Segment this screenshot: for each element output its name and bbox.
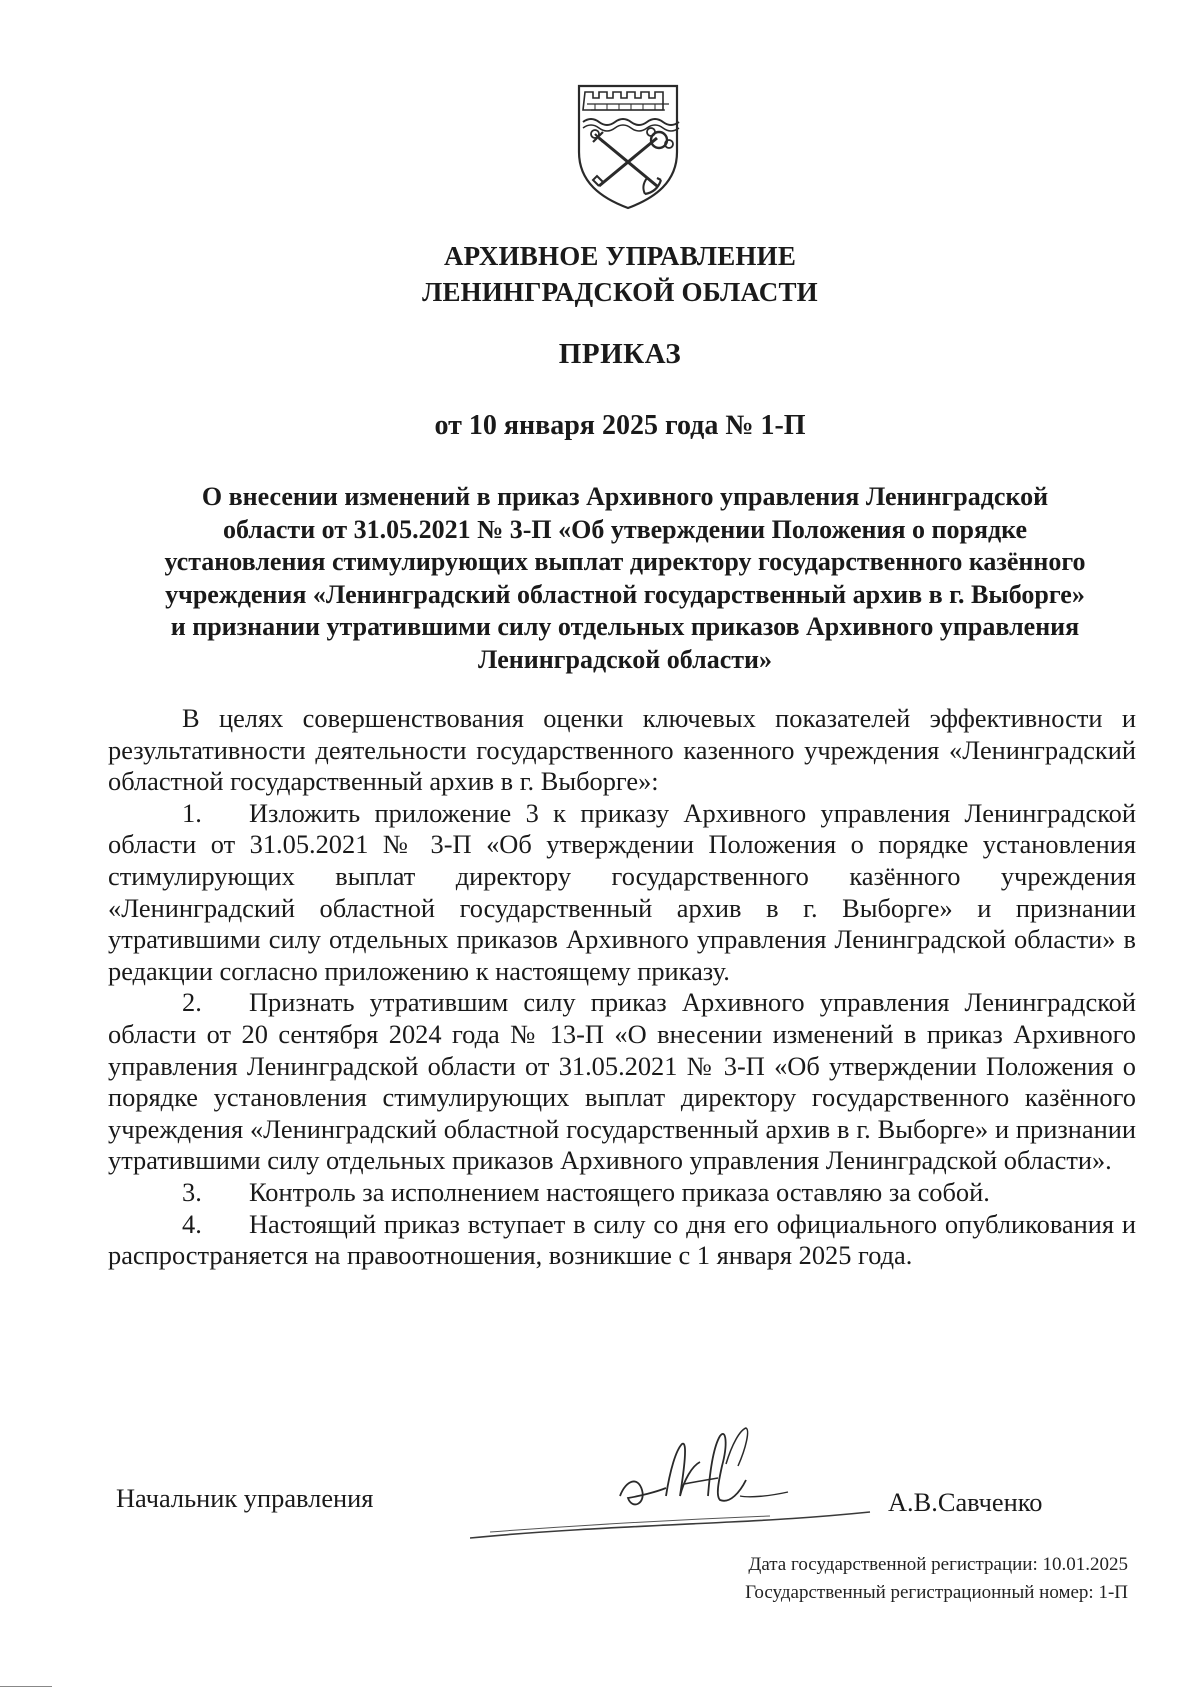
organization-name bbox=[0, 238, 1200, 310]
subject-line: О внесении изменений в приказ Архивного управления Ленинградской bbox=[201, 482, 1049, 511]
subject-line: и признании утратившими силу отдельных приказов Архивного управления bbox=[170, 612, 1080, 641]
coat-of-arms-icon bbox=[575, 82, 681, 212]
signatory-name: А.В.Савченко bbox=[888, 1487, 1043, 1517]
signatory-position: Начальник управления bbox=[116, 1483, 374, 1513]
item-text: Признать утратившим силу приказ Архивного управления Ленинградской области от 20 сентября 2024 года № 13-П «О внесении изменений в приказ Архивного управления Ленинградской области от 31.05.2021 № 3-П «Об утверждении Положения о порядке установления стимулирующих выплат директору государственного казённого учреждения «Ленинградский областной государственный архив в г. Выборге» и признании утратившими силу отдельных приказов Архивного управления Ленинградской области». bbox=[108, 987, 1136, 1176]
subject-line: области от 31.05.2021 № 3-П «Об утверждении Положения о порядке bbox=[222, 514, 1028, 544]
registration-number: Государственный регистрационный номер: 1-П bbox=[745, 1582, 1128, 1603]
handwritten-signature bbox=[470, 1400, 880, 1550]
item-number: 1. bbox=[182, 797, 202, 828]
item-text: Изложить приложение 3 к приказу Архивного управления Ленинградской области от 31.05.2021 № 3-П «Об утверждении Положения о порядке установления стимулирующих выплат директору государственного казённого учреждения «Ленинградский областной государственный архив в г. Выборге» и признании утратившими силу отдельных приказов Архивного управления Ленинградской области» в редакции согласно приложению к настоящему приказу. bbox=[108, 797, 1136, 986]
preamble-paragraph: В целях совершенствования оценки ключевых показателей эффективности и результативности деятельности государственного казенного учреждения «Ленинградский областной государственный архив в г. Выборге»: bbox=[108, 703, 1136, 797]
item-text: Контроль за исполнением настоящего приказа оставляю за собой. bbox=[249, 1176, 990, 1207]
subject-line: установления стимулирующих выплат директору государственного казённого bbox=[164, 547, 1086, 576]
subject-line: Ленинградской области» bbox=[478, 644, 772, 674]
org-line-2: ЛЕНИНГРАДСКОЙ ОБЛАСТИ bbox=[422, 277, 818, 307]
registration-info bbox=[745, 1551, 1128, 1607]
item-number: 4. bbox=[182, 1208, 202, 1239]
document-type: ПРИКАЗ bbox=[558, 338, 682, 370]
item-text: Настоящий приказ вступает в силу со дня его официального опубликования и распространяется на правоотношения, возникшие с 1 января 2025 года. bbox=[108, 1208, 1136, 1271]
order-item-4 bbox=[108, 1209, 1136, 1272]
item-number: 3. bbox=[182, 1176, 202, 1207]
document-body bbox=[108, 703, 1136, 1272]
order-item-2 bbox=[108, 987, 1136, 1177]
order-item-3 bbox=[108, 1177, 1136, 1209]
document-date-number: от 10 января 2025 года № 1-П bbox=[434, 410, 806, 441]
order-item-1 bbox=[108, 798, 1136, 988]
registration-date: Дата государственной регистрации: 10.01.2025 bbox=[748, 1554, 1128, 1575]
document-subject bbox=[110, 481, 1140, 676]
org-line-1: АРХИВНОЕ УПРАВЛЕНИЕ bbox=[443, 241, 797, 271]
item-number: 2. bbox=[182, 987, 202, 1018]
subject-line: учреждения «Ленинградский областной государственный архив в г. Выборге» bbox=[165, 579, 1085, 609]
margin-mark bbox=[0, 1686, 52, 1687]
